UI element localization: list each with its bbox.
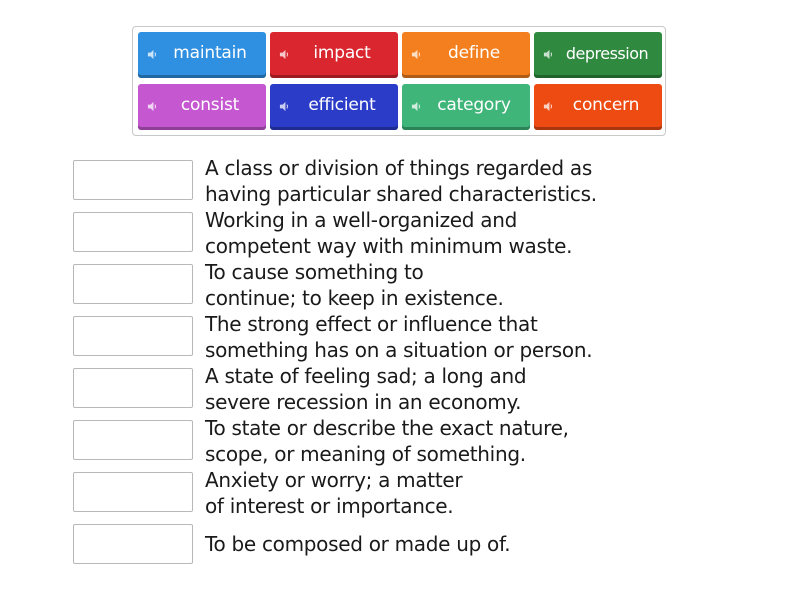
word-tile-label: maintain (173, 43, 247, 63)
answer-drop-box[interactable] (73, 368, 193, 408)
definition-text: To state or describe the exact nature, scope, or meaning of something. (205, 416, 569, 466)
word-tile-label: consist (180, 95, 240, 115)
answer-drop-box[interactable] (73, 316, 193, 356)
word-tile-maintain[interactable] (138, 32, 266, 78)
answer-drop-box[interactable] (73, 472, 193, 512)
answer-drop-box[interactable] (73, 420, 193, 460)
match-row (73, 312, 653, 362)
word-tile-define[interactable] (402, 32, 530, 78)
answer-drop-box[interactable] (73, 160, 193, 200)
word-bank (132, 26, 666, 136)
word-tile-label: depression (565, 44, 649, 63)
answer-drop-box[interactable] (73, 524, 193, 564)
definition-text: A state of feeling sad; a long and severe recession in an economy. (205, 364, 527, 414)
word-tile-label: category (437, 95, 511, 115)
word-tile-label: define (448, 43, 500, 63)
definition-text: A class or division of things regarded as having particular shared characteristics. (205, 156, 597, 206)
answer-drop-box[interactable] (73, 212, 193, 252)
word-tile-depression[interactable] (534, 32, 662, 78)
word-tile-label: impact (313, 43, 371, 63)
word-tile-efficient[interactable] (270, 84, 398, 130)
match-row (73, 156, 653, 206)
answer-drop-box[interactable] (73, 264, 193, 304)
definition-text: To be composed or made up of. (205, 532, 511, 556)
definition-text: The strong effect or influence that something has on a situation or person. (205, 312, 593, 362)
word-tile-consist[interactable] (138, 84, 266, 130)
match-row (73, 468, 653, 518)
match-row (73, 208, 653, 258)
definition-text: To cause something to continue; to keep in existence. (205, 260, 504, 310)
match-row (73, 416, 653, 466)
match-row (73, 260, 653, 310)
word-tile-category[interactable] (402, 84, 530, 130)
definition-text: Anxiety or worry; a matter of interest or importance. (205, 468, 463, 518)
word-tile-label: efficient (308, 95, 376, 115)
word-tile-impact[interactable] (270, 32, 398, 78)
speaker-icon[interactable] (543, 49, 554, 60)
definition-text: Working in a well-organized and competent way with minimum waste. (205, 208, 573, 258)
word-tile-concern[interactable] (534, 84, 662, 130)
match-row (73, 524, 653, 564)
word-tile-label: concern (572, 95, 640, 115)
match-row (73, 364, 653, 414)
